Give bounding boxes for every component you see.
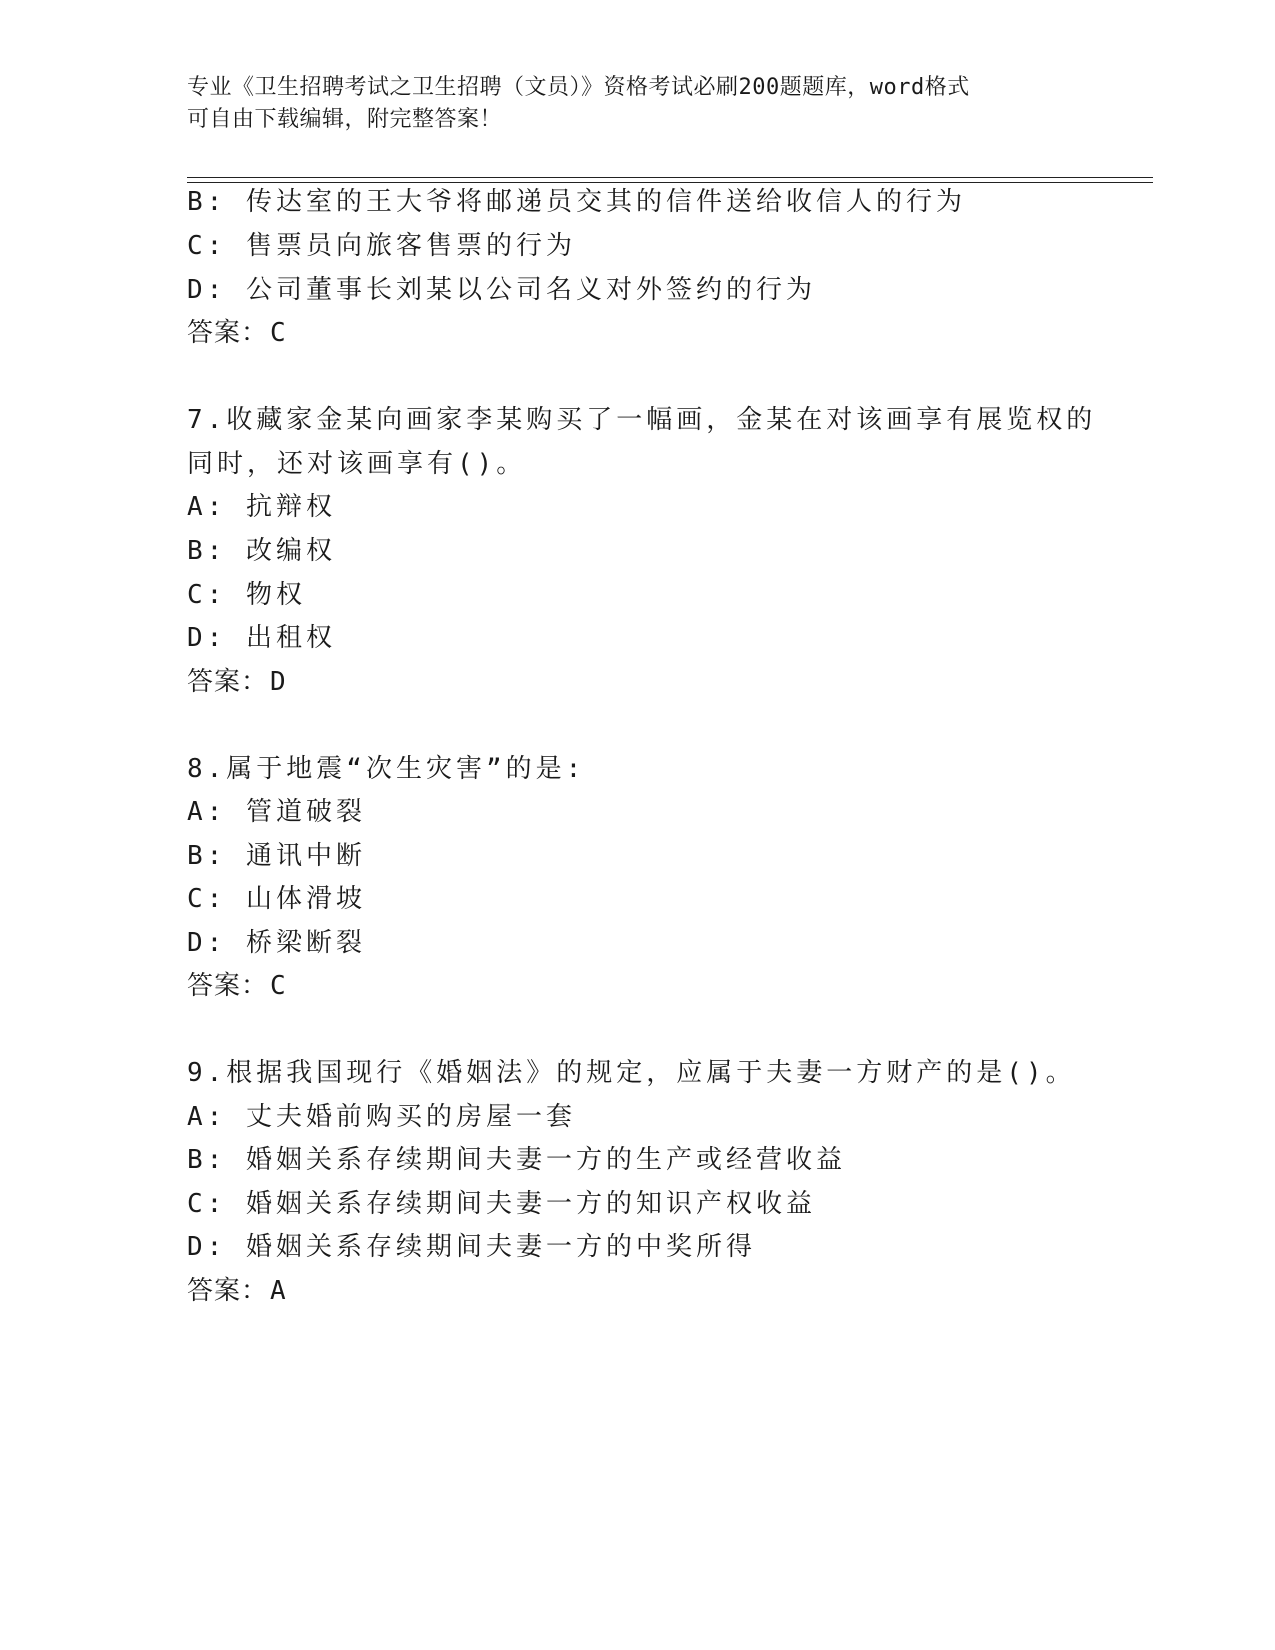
- option-b: B: 传达室的王大爷将邮递员交其的信件送给收信人的行为: [187, 187, 966, 217]
- header-rule-bottom: [187, 182, 1153, 183]
- option-d: D: 桥梁断裂: [187, 928, 366, 958]
- answer-label: 答案：: [187, 971, 269, 1001]
- option-c: C: 山体滑坡: [187, 884, 366, 914]
- answer-line: [187, 1273, 287, 1309]
- option-a: A: 抗辩权: [187, 492, 336, 522]
- answer-line: [187, 315, 287, 351]
- option-b: B: 通讯中断: [187, 841, 366, 871]
- header-line-2: 可自由下载编辑，附完整答案！: [187, 107, 503, 132]
- option-a: A: 管道破裂: [187, 797, 366, 827]
- option-d: D: 婚姻关系存续期间夫妻一方的中奖所得: [187, 1232, 756, 1262]
- answer-value: D: [270, 667, 287, 697]
- header-line-1: 专业《卫生招聘考试之卫生招聘（文员）》资格考试必刷200题题库，word格式: [187, 75, 970, 100]
- option-b: B: 婚姻关系存续期间夫妻一方的生产或经营收益: [187, 1145, 846, 1175]
- answer-value: C: [270, 318, 287, 348]
- question-stem-line: 同时，还对该画享有()。: [187, 449, 527, 479]
- question-stem-line: 7.收藏家金某向画家李某购买了一幅画，金某在对该画享有展览权的: [187, 405, 1097, 435]
- question-stem-line: 9.根据我国现行《婚姻法》的规定，应属于夫妻一方财产的是()。: [187, 1058, 1076, 1088]
- answer-value: C: [270, 971, 287, 1001]
- answer-label: 答案：: [187, 318, 269, 348]
- answer-label: 答案：: [187, 1276, 269, 1306]
- option-c: C: 婚姻关系存续期间夫妻一方的知识产权收益: [187, 1189, 816, 1219]
- option-a: A: 丈夫婚前购买的房屋一套: [187, 1102, 576, 1132]
- option-d: D: 出租权: [187, 623, 336, 653]
- answer-line: [187, 664, 287, 700]
- answer-value: A: [270, 1276, 287, 1306]
- option-b: B: 改编权: [187, 536, 336, 566]
- option-c: C: 售票员向旅客售票的行为: [187, 231, 576, 261]
- option-c: C: 物权: [187, 580, 306, 610]
- answer-line: [187, 968, 287, 1004]
- question-stem-line: 8.属于地震“次生灾害”的是:: [187, 754, 586, 784]
- answer-label: 答案：: [187, 667, 269, 697]
- header-rule-top: [187, 177, 1153, 178]
- document-header: [187, 72, 1087, 136]
- option-d: D: 公司董事长刘某以公司名义对外签约的行为: [187, 275, 816, 305]
